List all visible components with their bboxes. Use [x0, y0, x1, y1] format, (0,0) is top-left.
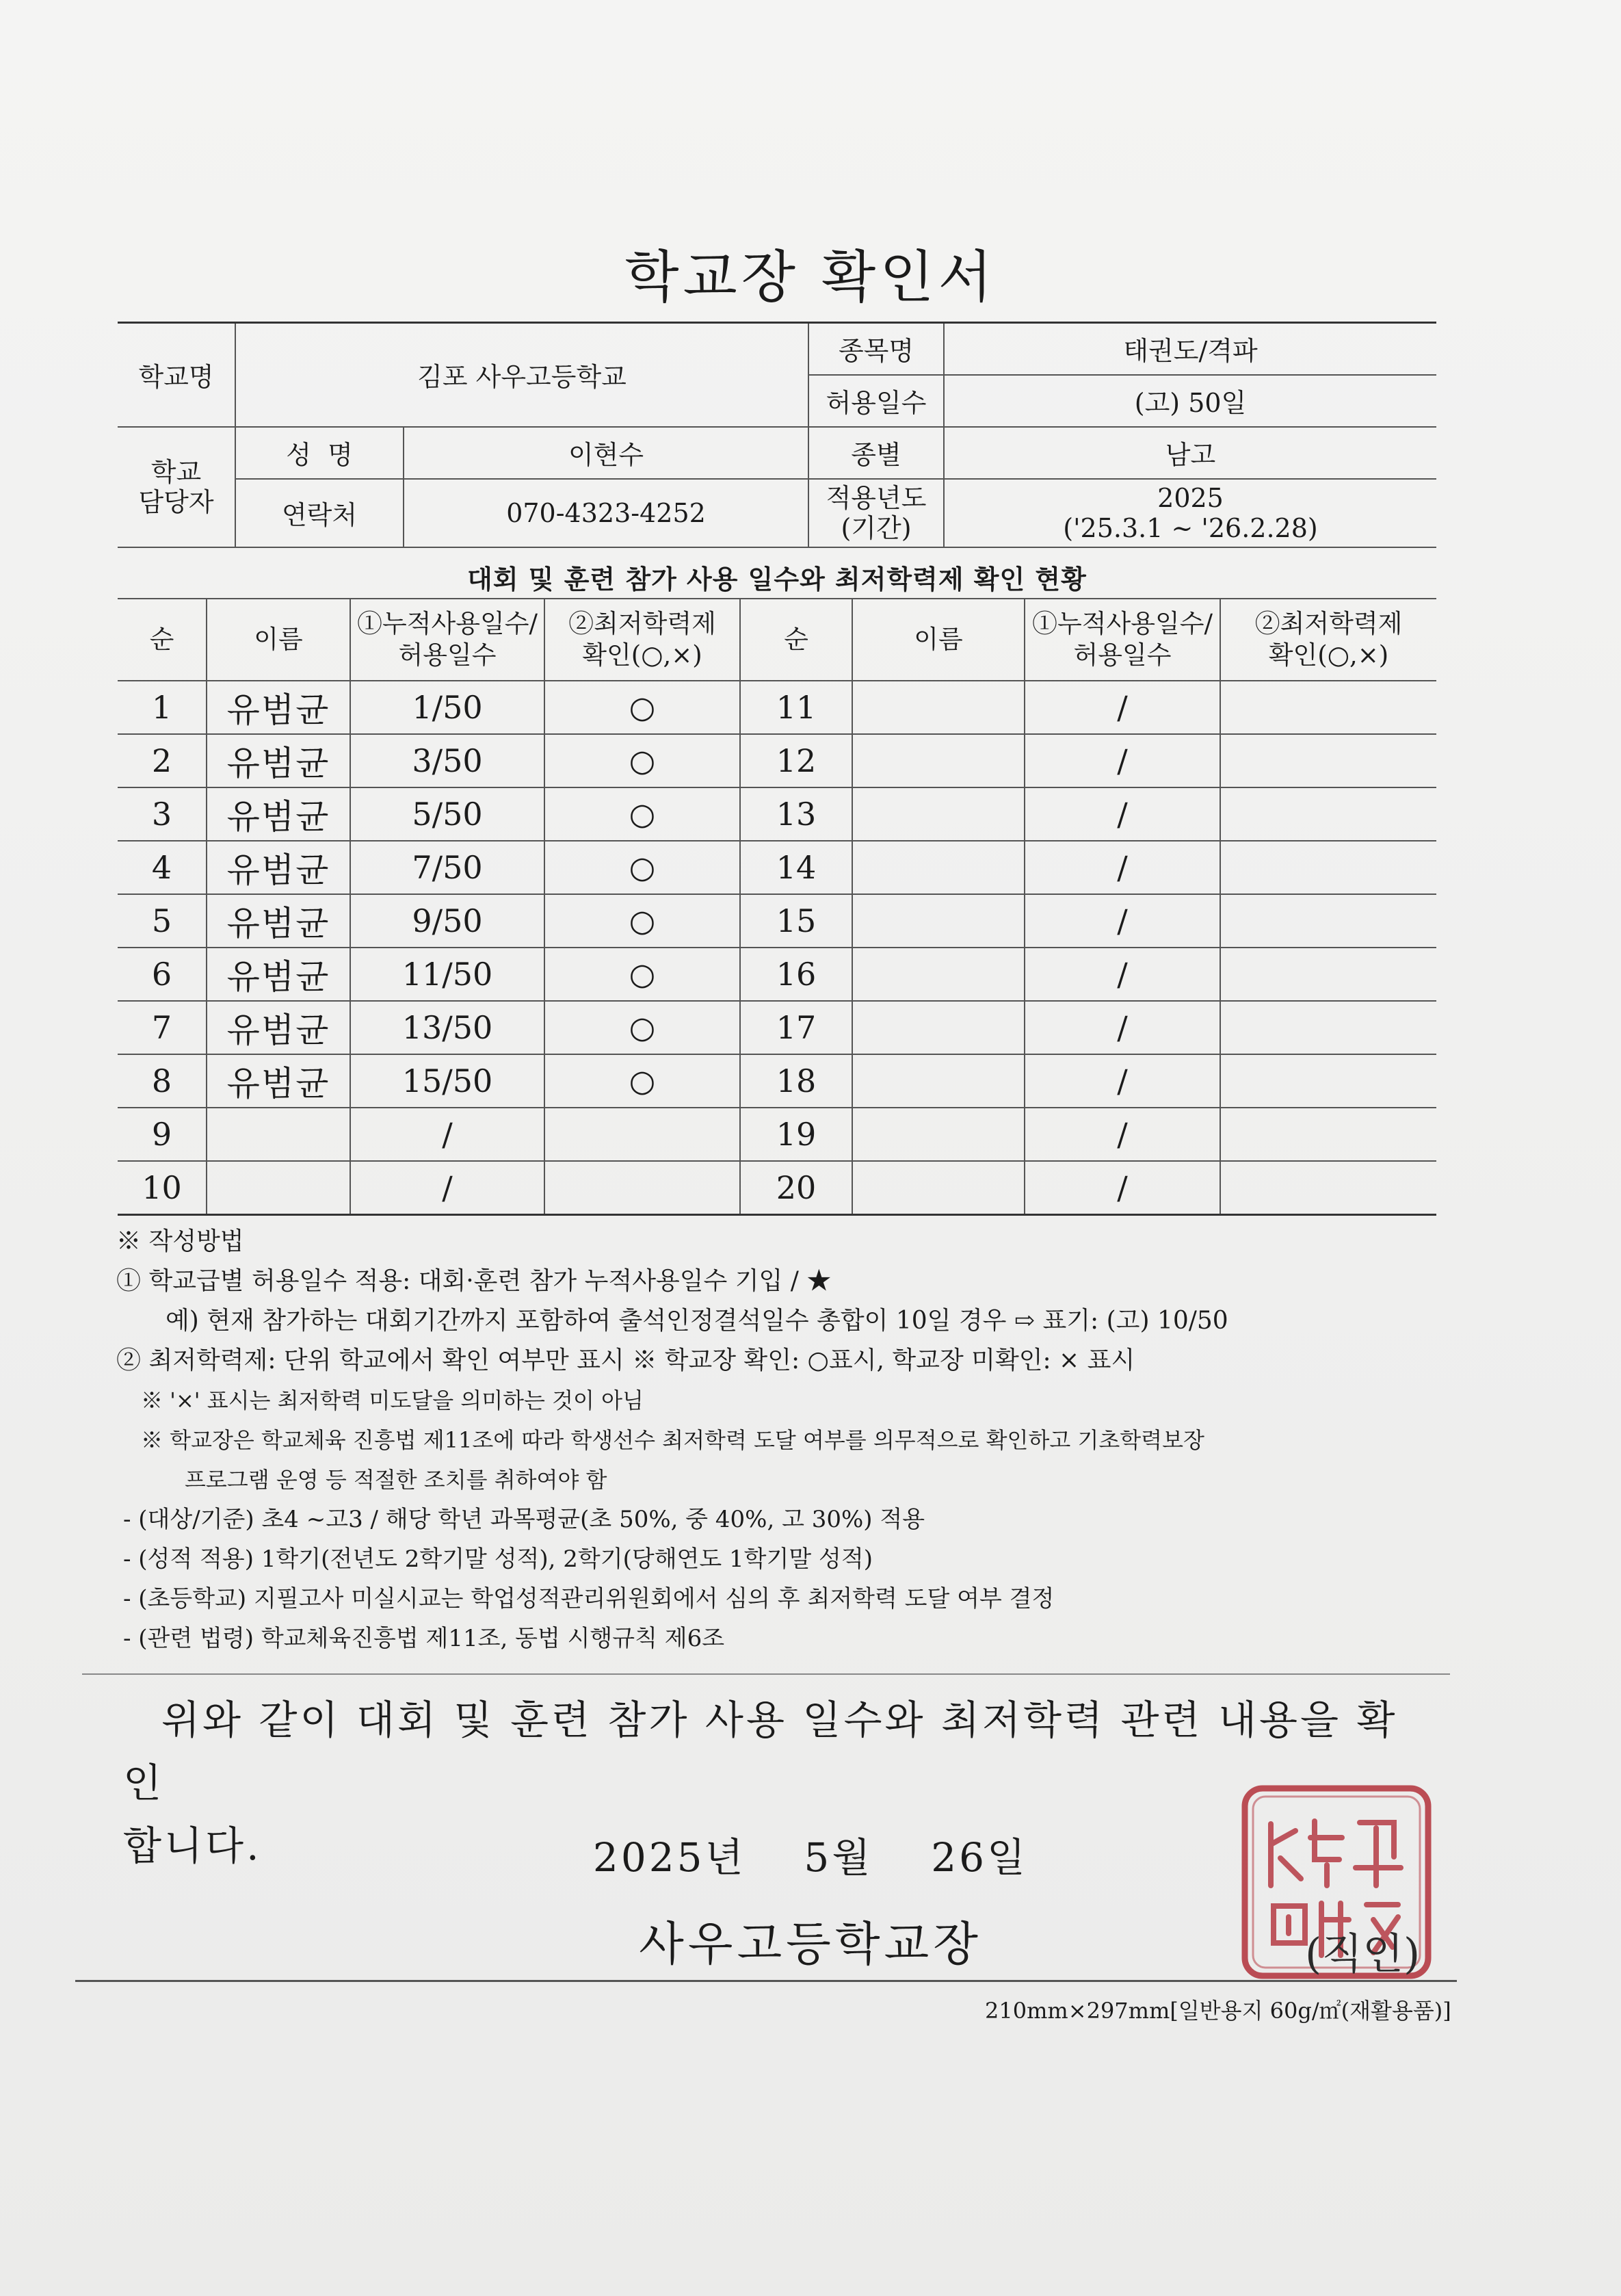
cumulative-days: /	[350, 1108, 544, 1161]
student-name	[207, 1108, 350, 1161]
cumulative-days: 13/50	[350, 1001, 544, 1054]
year-label-line1: 적용년도	[826, 482, 927, 513]
col-days-right-line1: ①누적사용일수/	[1032, 609, 1213, 638]
row-number: 4	[118, 841, 207, 894]
sport-label: 종목명	[808, 323, 944, 375]
table-row	[118, 1001, 1436, 1054]
row-number-right: 13	[740, 787, 852, 841]
staff-label	[118, 427, 235, 547]
cumulative-days: /	[350, 1161, 544, 1215]
row-number: 1	[118, 681, 207, 734]
year-label-line2: (기간)	[841, 512, 912, 543]
col-check-right-line2: 확인(○,×)	[1268, 640, 1389, 670]
academic-check-right	[1220, 734, 1436, 787]
school-value: 김포 사우고등학교	[235, 323, 808, 427]
academic-check: ○	[544, 787, 740, 841]
gender-value: 남고	[944, 427, 1436, 479]
note-dash-4: - (관련 법령) 학교체육진흥법 제11조, 동법 시행규칙 제6조	[123, 1625, 725, 1652]
col-check-right	[1220, 599, 1436, 681]
year-value: 2025	[1157, 482, 1224, 513]
col-days-right	[1025, 599, 1220, 681]
academic-check-right	[1220, 1108, 1436, 1161]
allowed-days-value: (고) 50일	[944, 375, 1436, 427]
cumulative-days-right: /	[1025, 1001, 1220, 1054]
row-number-right: 14	[740, 841, 852, 894]
col-no-right: 순	[740, 599, 852, 681]
col-check-right-line1: ②최저학력제	[1254, 609, 1403, 638]
table-row	[118, 1108, 1436, 1161]
academic-check-right	[1220, 1001, 1436, 1054]
staff-label-line1: 학교	[150, 456, 202, 487]
period-value: ('25.3.1 ~ '26.2.28)	[1063, 512, 1318, 543]
row-number-right: 19	[740, 1108, 852, 1161]
col-name-right: 이름	[852, 599, 1025, 681]
cumulative-days-right: /	[1025, 734, 1220, 787]
writing-instructions	[116, 1222, 1471, 1658]
contact-value: 070-4323-4252	[404, 479, 808, 547]
col-check	[544, 599, 740, 681]
cumulative-days-right: /	[1025, 841, 1220, 894]
student-name-right	[852, 948, 1025, 1001]
cumulative-days: 5/50	[350, 787, 544, 841]
cumulative-days-right: /	[1025, 787, 1220, 841]
student-name: 유범균	[207, 787, 350, 841]
student-name: 유범균	[207, 894, 350, 948]
table-row	[118, 894, 1436, 948]
col-no: 순	[118, 599, 207, 681]
col-days	[350, 599, 544, 681]
sport-value: 태권도/격파	[944, 323, 1436, 375]
cumulative-days-right: /	[1025, 1054, 1220, 1108]
year-label	[808, 479, 944, 547]
table-row	[118, 948, 1436, 1001]
col-name: 이름	[207, 599, 350, 681]
cumulative-days: 11/50	[350, 948, 544, 1001]
document-title: 학교장 확인서	[624, 245, 997, 310]
student-name-right	[852, 734, 1025, 787]
note-item-1-example: 예) 현재 참가하는 대회기간까지 포함하여 출석인정결석일수 총합이 10일 경우 ⇨ 표기: (고) 10/50	[166, 1307, 1228, 1335]
cumulative-days-right: /	[1025, 681, 1220, 734]
note-item-2: ② 최저학력제: 단위 학교에서 확인 여부만 표시 ※ 학교장 확인: ○표시, 학교장 미확인: × 표시	[116, 1346, 1135, 1374]
col-check-line1: ②최저학력제	[568, 609, 716, 638]
confirmation-line-1-text: 위와 같이 대회 및 훈련 참가 사용 일수와 최저학력 관련 내용을 확인	[123, 1697, 1398, 1806]
academic-check-right	[1220, 1161, 1436, 1215]
table-row	[118, 734, 1436, 787]
student-name: 유범균	[207, 681, 350, 734]
table-subtitle: 대회 및 훈련 참가 사용 일수와 최저학력제 확인 현황	[467, 564, 1087, 595]
row-number-right: 16	[740, 948, 852, 1001]
row-number-right: 18	[740, 1054, 852, 1108]
note-star-2a: ※ 학교장은 학교체육 진흥법 제11조에 따라 학생선수 최저학력 도달 여부를 의무적으로 확인하고 기초학력보장	[141, 1427, 1204, 1453]
academic-check-right	[1220, 1054, 1436, 1108]
cumulative-days-right: /	[1025, 1108, 1220, 1161]
academic-check-right	[1220, 681, 1436, 734]
row-number: 9	[118, 1108, 207, 1161]
school-label: 학교명	[118, 323, 235, 427]
row-number-right: 20	[740, 1161, 852, 1215]
year-value-cell	[944, 479, 1436, 547]
academic-check-right	[1220, 841, 1436, 894]
col-days-line2: 허용일수	[398, 640, 497, 670]
col-days-line1: ①누적사용일수/	[357, 609, 538, 638]
cumulative-days: 9/50	[350, 894, 544, 948]
academic-check-right	[1220, 787, 1436, 841]
academic-check: ○	[544, 948, 740, 1001]
confirmation-line-1	[123, 1688, 1423, 1814]
table-row	[118, 787, 1436, 841]
note-star-1: ※ '×' 표시는 최저학력 미도달을 의미하는 것이 아님	[141, 1387, 644, 1413]
note-star-2b: 프로그램 운영 등 적절한 조치를 취하여야 함	[185, 1467, 607, 1493]
note-dash-1: - (대상/기준) 초4 ~고3 / 해당 학년 과목평균(초 50%, 중 40%, 고 30%) 적용	[123, 1506, 925, 1533]
participation-table	[118, 598, 1436, 1216]
row-number-right: 17	[740, 1001, 852, 1054]
academic-check	[544, 1161, 740, 1215]
confirmation-line-2: 합니다.	[123, 1823, 262, 1869]
row-number: 8	[118, 1054, 207, 1108]
cumulative-days: 3/50	[350, 734, 544, 787]
student-name: 유범균	[207, 1001, 350, 1054]
paper-spec-footer: 210mm×297mm[일반용지 60g/㎡(재활용품)]	[985, 1998, 1451, 2024]
cumulative-days-right: /	[1025, 1161, 1220, 1215]
bottom-rule	[75, 1980, 1457, 1982]
table-row	[118, 681, 1436, 734]
student-name-right	[852, 1001, 1025, 1054]
student-name-right	[852, 787, 1025, 841]
student-name-right	[852, 681, 1025, 734]
name-value: 이현수	[404, 427, 808, 479]
seal-label: (직인)	[1305, 1929, 1421, 1979]
info-table	[118, 322, 1436, 548]
notes-heading: ※ 작성방법	[116, 1227, 244, 1255]
row-number: 7	[118, 1001, 207, 1054]
cumulative-days: 15/50	[350, 1054, 544, 1108]
allowed-days-label: 허용일수	[808, 375, 944, 427]
note-dash-3: - (초등학교) 지필고사 미실시교는 학업성적관리위원회에서 심의 후 최저학력 도달 여부 결정	[123, 1585, 1055, 1613]
table-header-row	[118, 599, 1436, 681]
row-number: 3	[118, 787, 207, 841]
academic-check: ○	[544, 734, 740, 787]
table-row	[118, 1054, 1436, 1108]
row-number-right: 11	[740, 681, 852, 734]
student-name-right	[852, 1108, 1025, 1161]
student-name: 유범균	[207, 948, 350, 1001]
cumulative-days-right: /	[1025, 948, 1220, 1001]
document-date: 2025년 5월 26일	[592, 1834, 1029, 1881]
row-number: 5	[118, 894, 207, 948]
note-dash-2: - (성적 적용) 1학기(전년도 2학기말 성적), 2학기(당해연도 1학기말 성적)	[123, 1545, 873, 1573]
table-row	[118, 841, 1436, 894]
row-number: 6	[118, 948, 207, 1001]
col-days-right-line2: 허용일수	[1073, 640, 1172, 670]
gender-label: 종별	[808, 427, 944, 479]
academic-check: ○	[544, 841, 740, 894]
academic-check: ○	[544, 1054, 740, 1108]
academic-check	[544, 1108, 740, 1161]
academic-check: ○	[544, 894, 740, 948]
col-check-line2: 확인(○,×)	[582, 640, 702, 670]
academic-check: ○	[544, 681, 740, 734]
student-name-right	[852, 841, 1025, 894]
student-name	[207, 1161, 350, 1215]
academic-check-right	[1220, 894, 1436, 948]
section-divider	[82, 1673, 1450, 1675]
row-number-right: 12	[740, 734, 852, 787]
cumulative-days: 1/50	[350, 681, 544, 734]
student-name: 유범균	[207, 841, 350, 894]
student-name: 유범균	[207, 734, 350, 787]
staff-label-line2: 담당자	[138, 486, 214, 517]
cumulative-days: 7/50	[350, 841, 544, 894]
student-name-right	[852, 1054, 1025, 1108]
note-item-1: ① 학교급별 허용일수 적용: 대회·훈련 참가 누적사용일수 기입 / ★	[116, 1267, 832, 1295]
principal-name: 사우고등학교장	[639, 1918, 982, 1972]
name-label: 성 명	[235, 427, 404, 479]
student-name-right	[852, 894, 1025, 948]
contact-label: 연락처	[235, 479, 404, 547]
academic-check-right	[1220, 948, 1436, 1001]
student-name-right	[852, 1161, 1025, 1215]
cumulative-days-right: /	[1025, 894, 1220, 948]
row-number: 10	[118, 1161, 207, 1215]
row-number-right: 15	[740, 894, 852, 948]
row-number: 2	[118, 734, 207, 787]
table-row	[118, 1161, 1436, 1215]
academic-check: ○	[544, 1001, 740, 1054]
student-name: 유범균	[207, 1054, 350, 1108]
